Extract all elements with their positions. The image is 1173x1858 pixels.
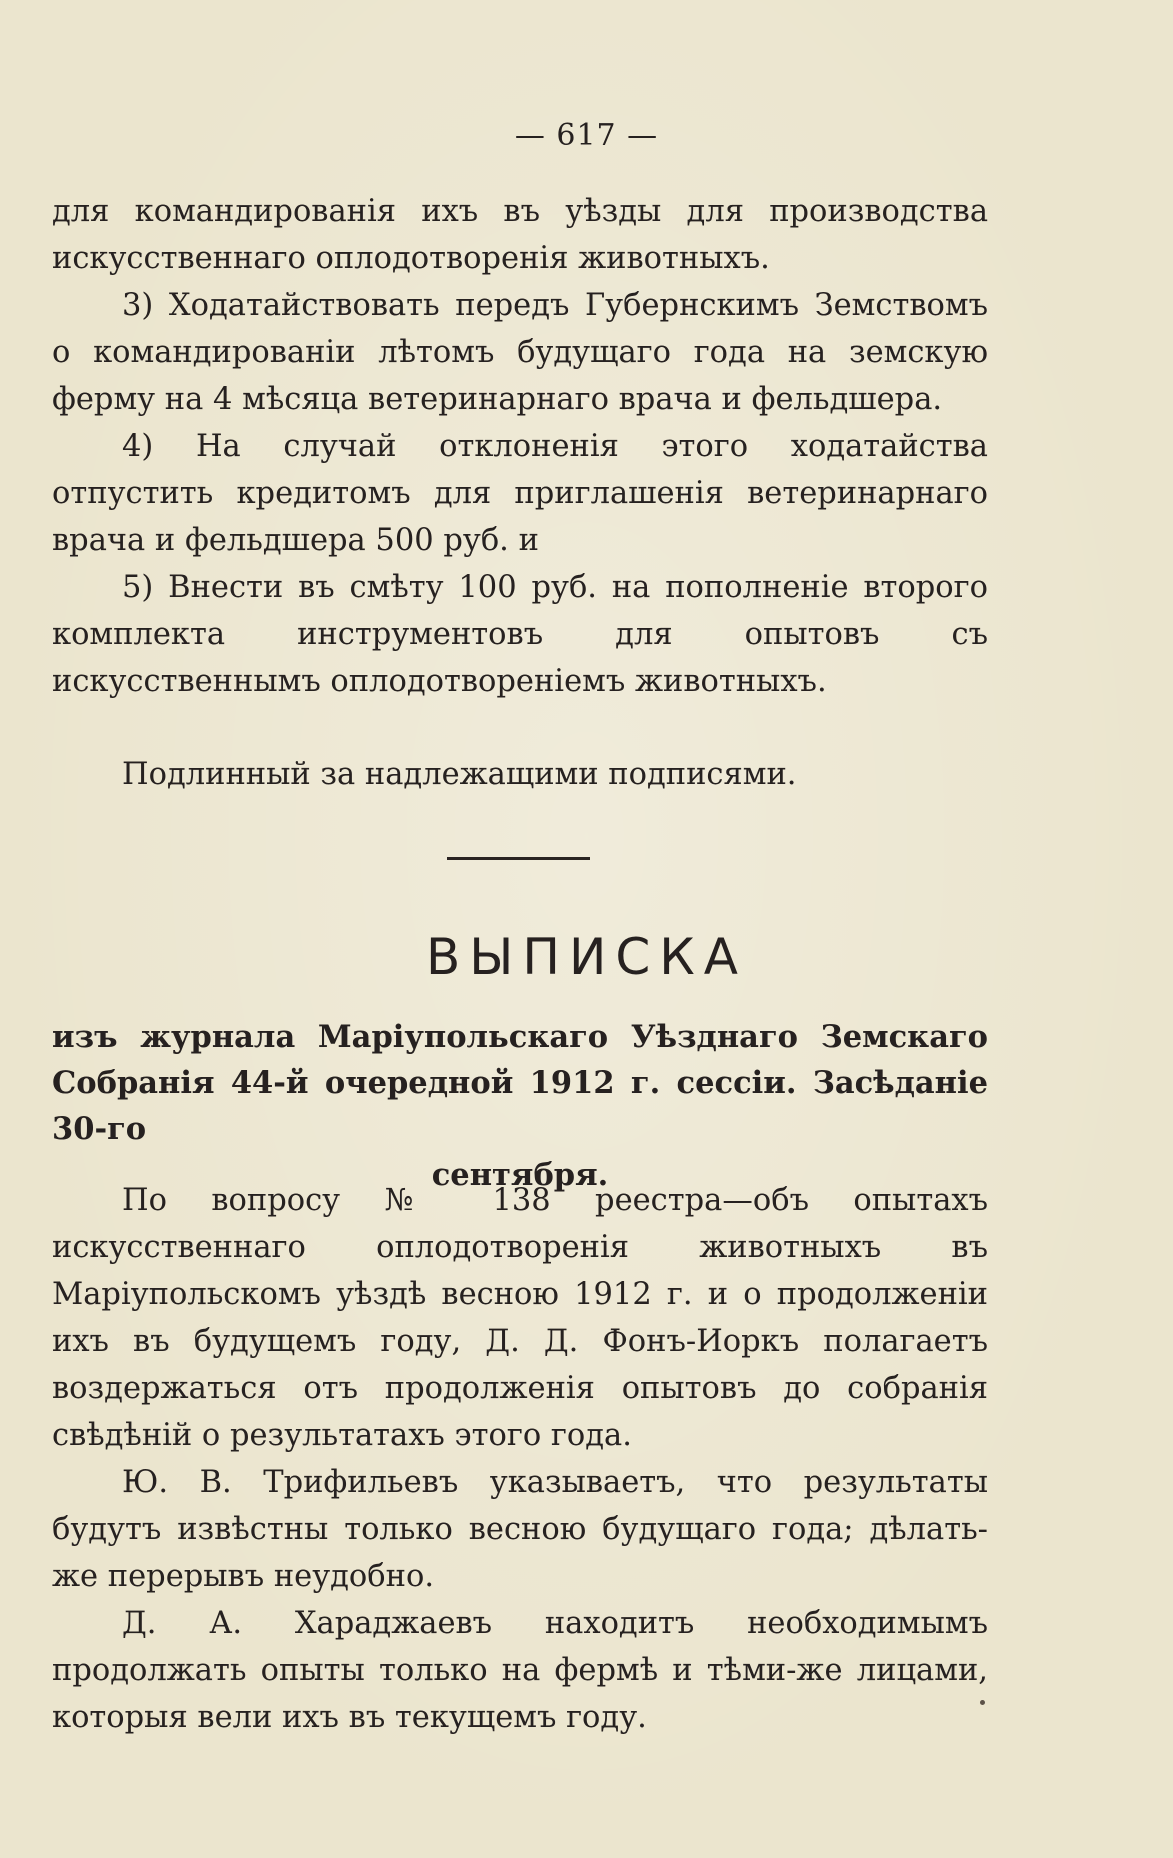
journal-text	[52, 1177, 988, 1741]
signature-line: Подлинный за надлежащими подписями.	[122, 757, 797, 792]
subheading-main: изъ журнала Маріупольскаго Уѣзднаго Земскаго Собранія 44-й очередной 1912 г. сессіи. Засѣданіе 30-го	[52, 1019, 988, 1147]
paper-speck	[980, 1700, 985, 1705]
resolution-text	[52, 188, 988, 705]
section-subheading	[52, 1014, 988, 1198]
paragraph-continuation: для командированія ихъ въ уѣзды для производства искусственнаго оплодотворенія животныхъ.	[52, 194, 988, 276]
page-number: — 617 —	[514, 118, 659, 153]
section-divider	[447, 857, 590, 860]
subheading-last-line: сентября.	[431, 1157, 609, 1193]
paragraph-fon-iork: По вопросу № 138 реестра—объ опытахъ искусственнаго оплодотворенія животныхъ въ Маріупольскомъ уѣздѣ весною 1912 г. и о продолженіи ихъ въ будущемъ году, Д. Д. Фонъ-Иоркъ полагаетъ воздержаться отъ продолженія опытовъ до собранія свѣдѣній о результатахъ этого года.	[52, 1183, 988, 1453]
paragraph-item-3: 3) Ходатайствовать передъ Губернскимъ Земствомъ о командированіи лѣтомъ будущаго года на земскую ферму на 4 мѣсяца ветеринарнаго врача и фельдшера.	[52, 288, 988, 417]
paragraph-haradzhaev: Д. А. Хараджаевъ находитъ необходимымъ продолжать опыты только на фермѣ и тѣми-же лицами, которыя вели ихъ въ текущемъ году.	[52, 1606, 988, 1735]
paragraph-trifiliev: Ю. В. Трифильевъ указываетъ, что результаты будутъ извѣстны только весною будущаго года; дѣлать-же перерывъ неудобно.	[52, 1465, 988, 1594]
section-heading: ВЫПИСКА	[425, 928, 748, 986]
paragraph-item-4: 4) На случай отклоненія этого ходатайства отпустить кредитомъ для приглашенія ветеринарнаго врача и фельдшера 500 руб. и	[52, 429, 988, 558]
paragraph-item-5: 5) Внести въ смѣту 100 руб. на пополненіе второго комплекта инструментовъ для опытовъ съ искусственнымъ оплодотвореніемъ животныхъ.	[52, 570, 988, 699]
